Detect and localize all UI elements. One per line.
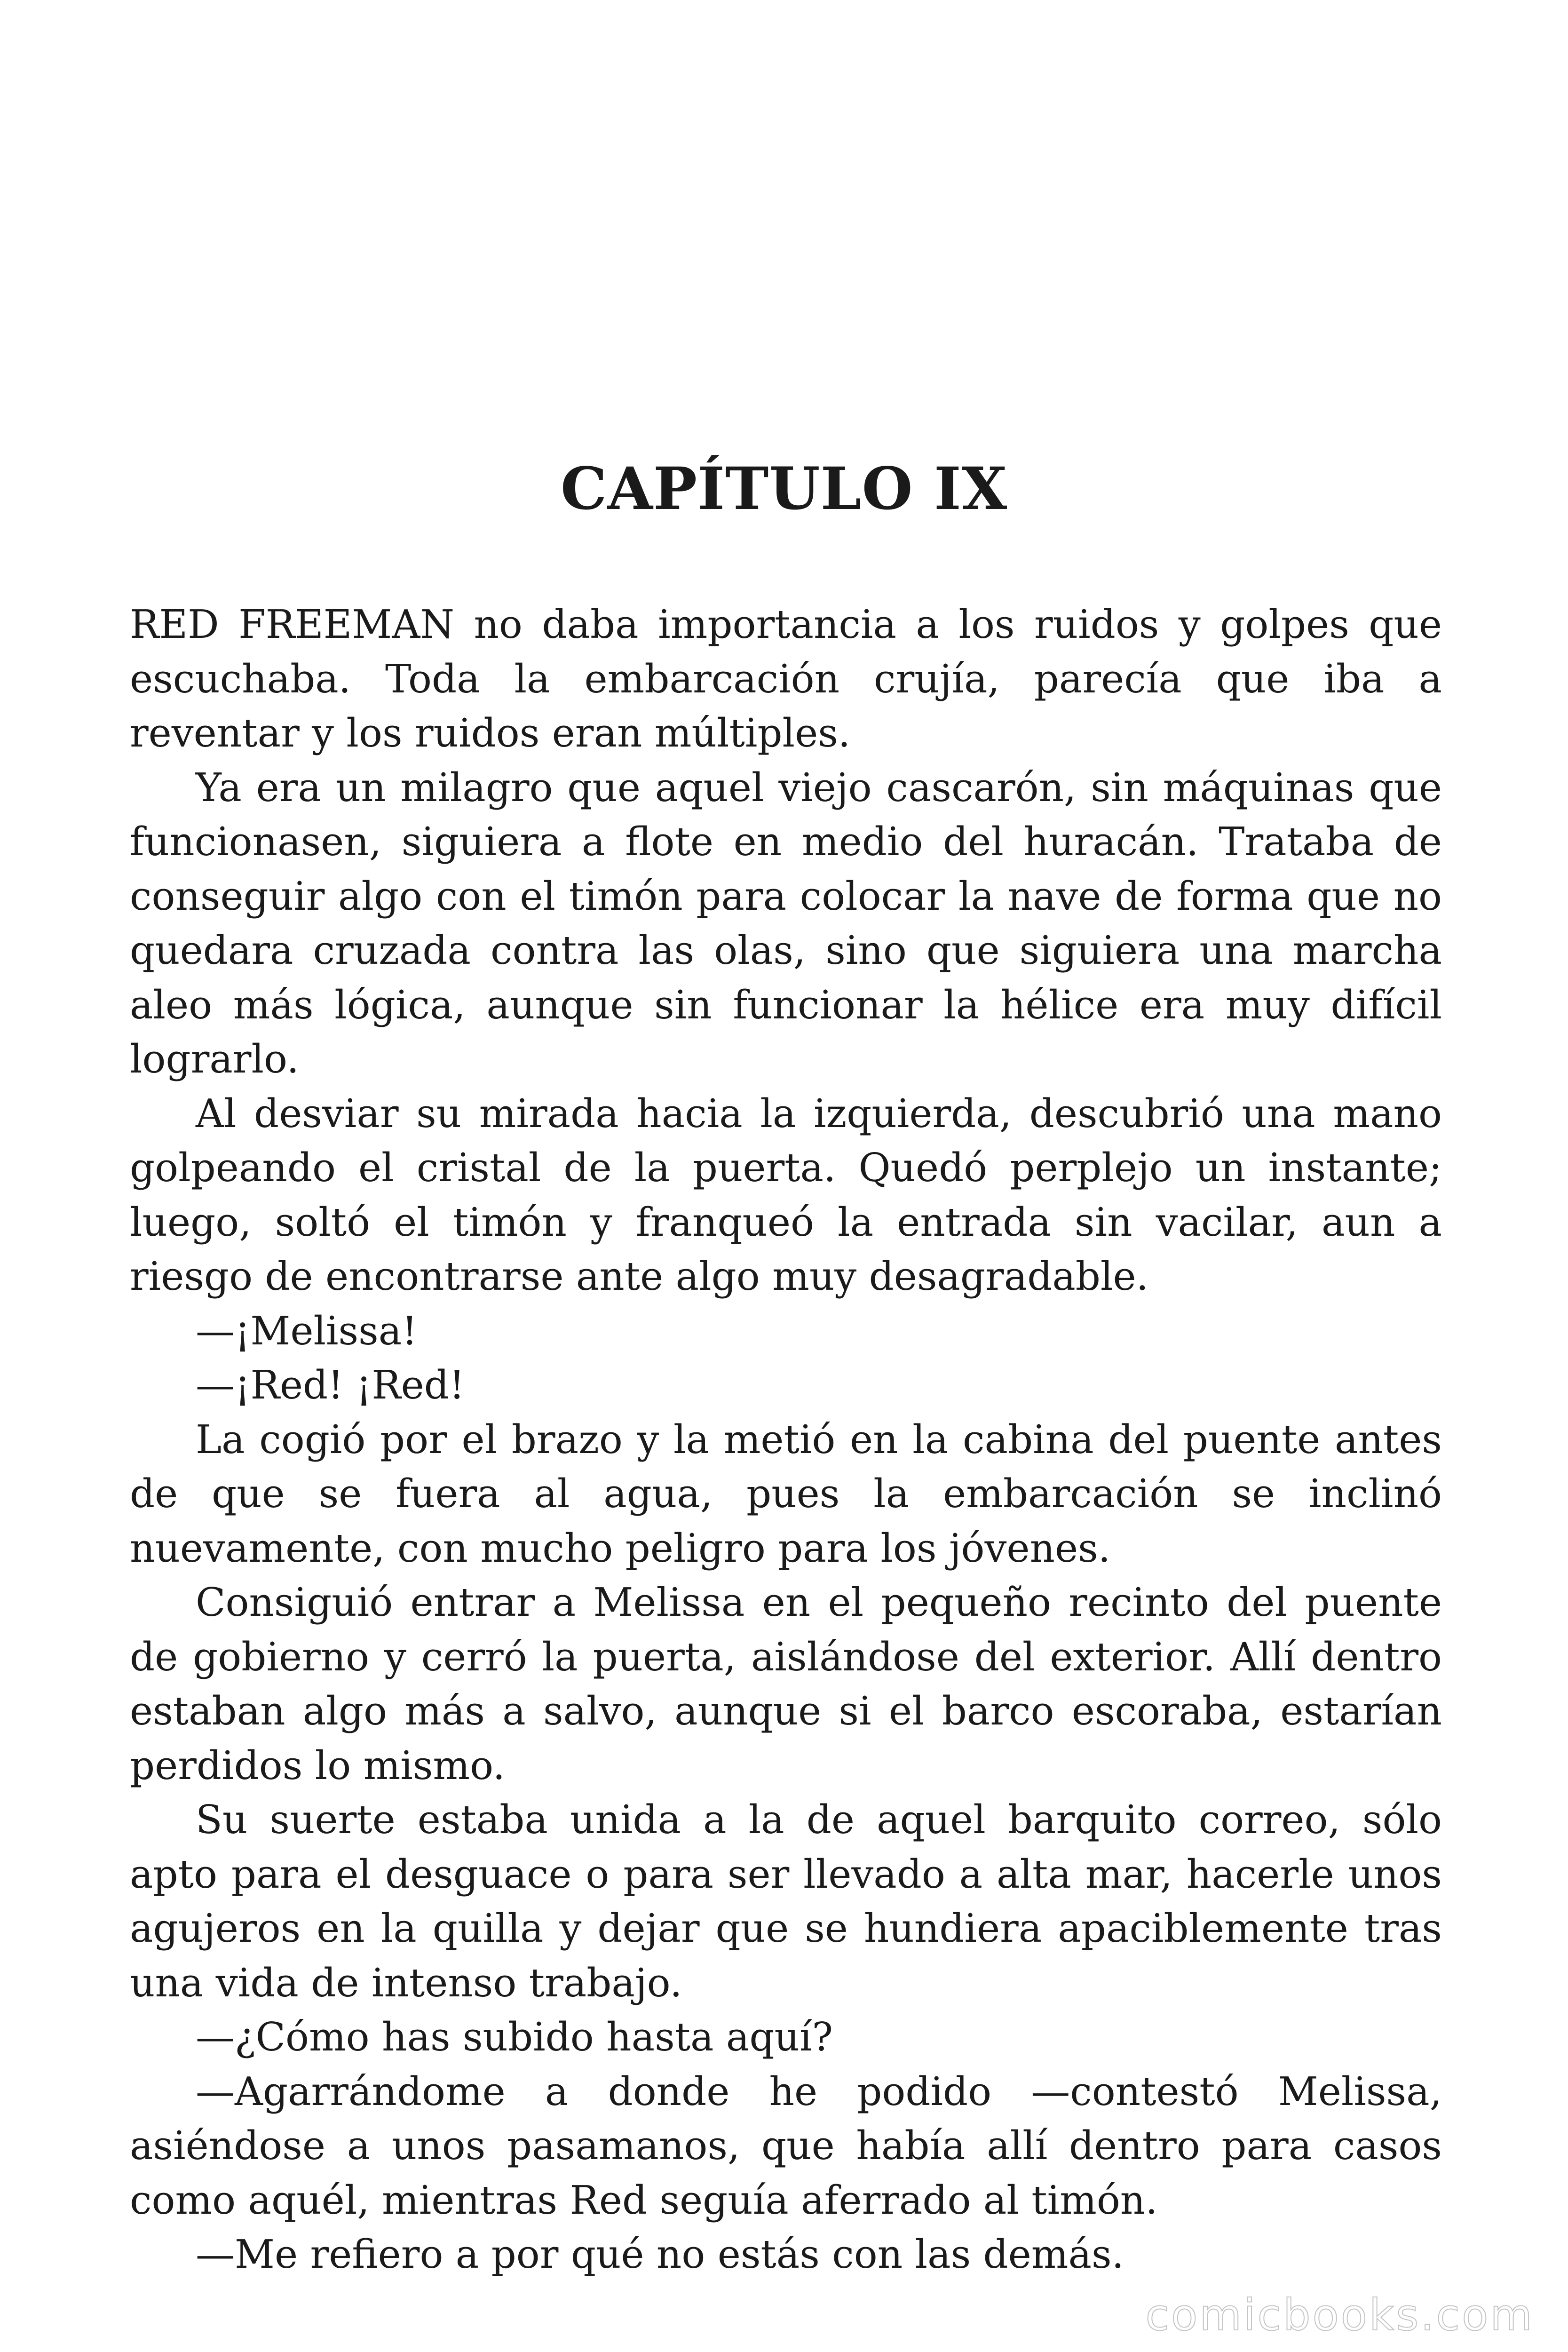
paragraph-1: RED FREEMAN no daba importancia a los ruidos y golpes que escuchaba. Toda la embarcación crujía, parecía que iba a reventar y los ruidos eran múltiples. [130,602,1442,756]
paragraph-2: Ya era un milagro que aquel viejo cascarón, sin máquinas que funcionasen, siguiera a flote en medio del huracán. Trataba de conseguir algo con el timón para colocar la nave de forma que no quedara cruzada contra las olas, sino que siguiera una marcha aleo más lógica, aunque sin funcionar la hélice era muy difícil lograrlo. [130,764,1442,1082]
dialogue-line-answer: —Agarrándome a donde he podido —contestó Melissa, asiéndose a unos pasamanos, que había allí dentro para casos como aquél, mientras Red seguía aferrado al timón. [130,2068,1442,2223]
watermark-logo: comicbooks.com [1145,2290,1534,2340]
dialogue-line-melissa: —¡Melissa! [196,1308,418,1354]
paragraph-3: Al desviar su mirada hacia la izquierda, descubrió una mano golpeando el cristal de la puerta. Quedó perplejo un instante; luego, soltó el timón y franqueó la entrada sin vacilar, aun a riesgo de encontrarse ante algo muy desagradable. [130,1090,1442,1299]
dialogue-line-question: —¿Cómo has subido hasta aquí? [196,2014,833,2060]
paragraph-7: Consiguió entrar a Melissa en el pequeño recinto del puente de gobierno y cerró la puerta, aislándose del exterior. Allí dentro estaban algo más a salvo, aunque si el barco escoraba, estarían perdidos lo mismo. [130,1580,1442,1788]
paragraph-8: Su suerte estaba unida a la de aquel barquito correo, sólo apto para el desguace o para ser llevado a alta mar, hacerle unos agujeros en la quilla y dejar que se hundiera apaciblemente tras una vida de intenso trabajo. [130,1797,1442,2006]
chapter-body [130,597,1442,2282]
chapter-title: CAPÍTULO IX [560,455,1008,523]
dialogue-line-red: —¡Red! ¡Red! [196,1362,465,1408]
paragraph-6: La cogió por el brazo y la metió en la cabina del puente antes de que se fuera al agua, pues la embarcación se inclinó nuevamente, con mucho peligro para los jóvenes. [130,1416,1442,1571]
dialogue-line-last: —Me refiero a por qué no estás con las demás. [196,2232,1124,2277]
